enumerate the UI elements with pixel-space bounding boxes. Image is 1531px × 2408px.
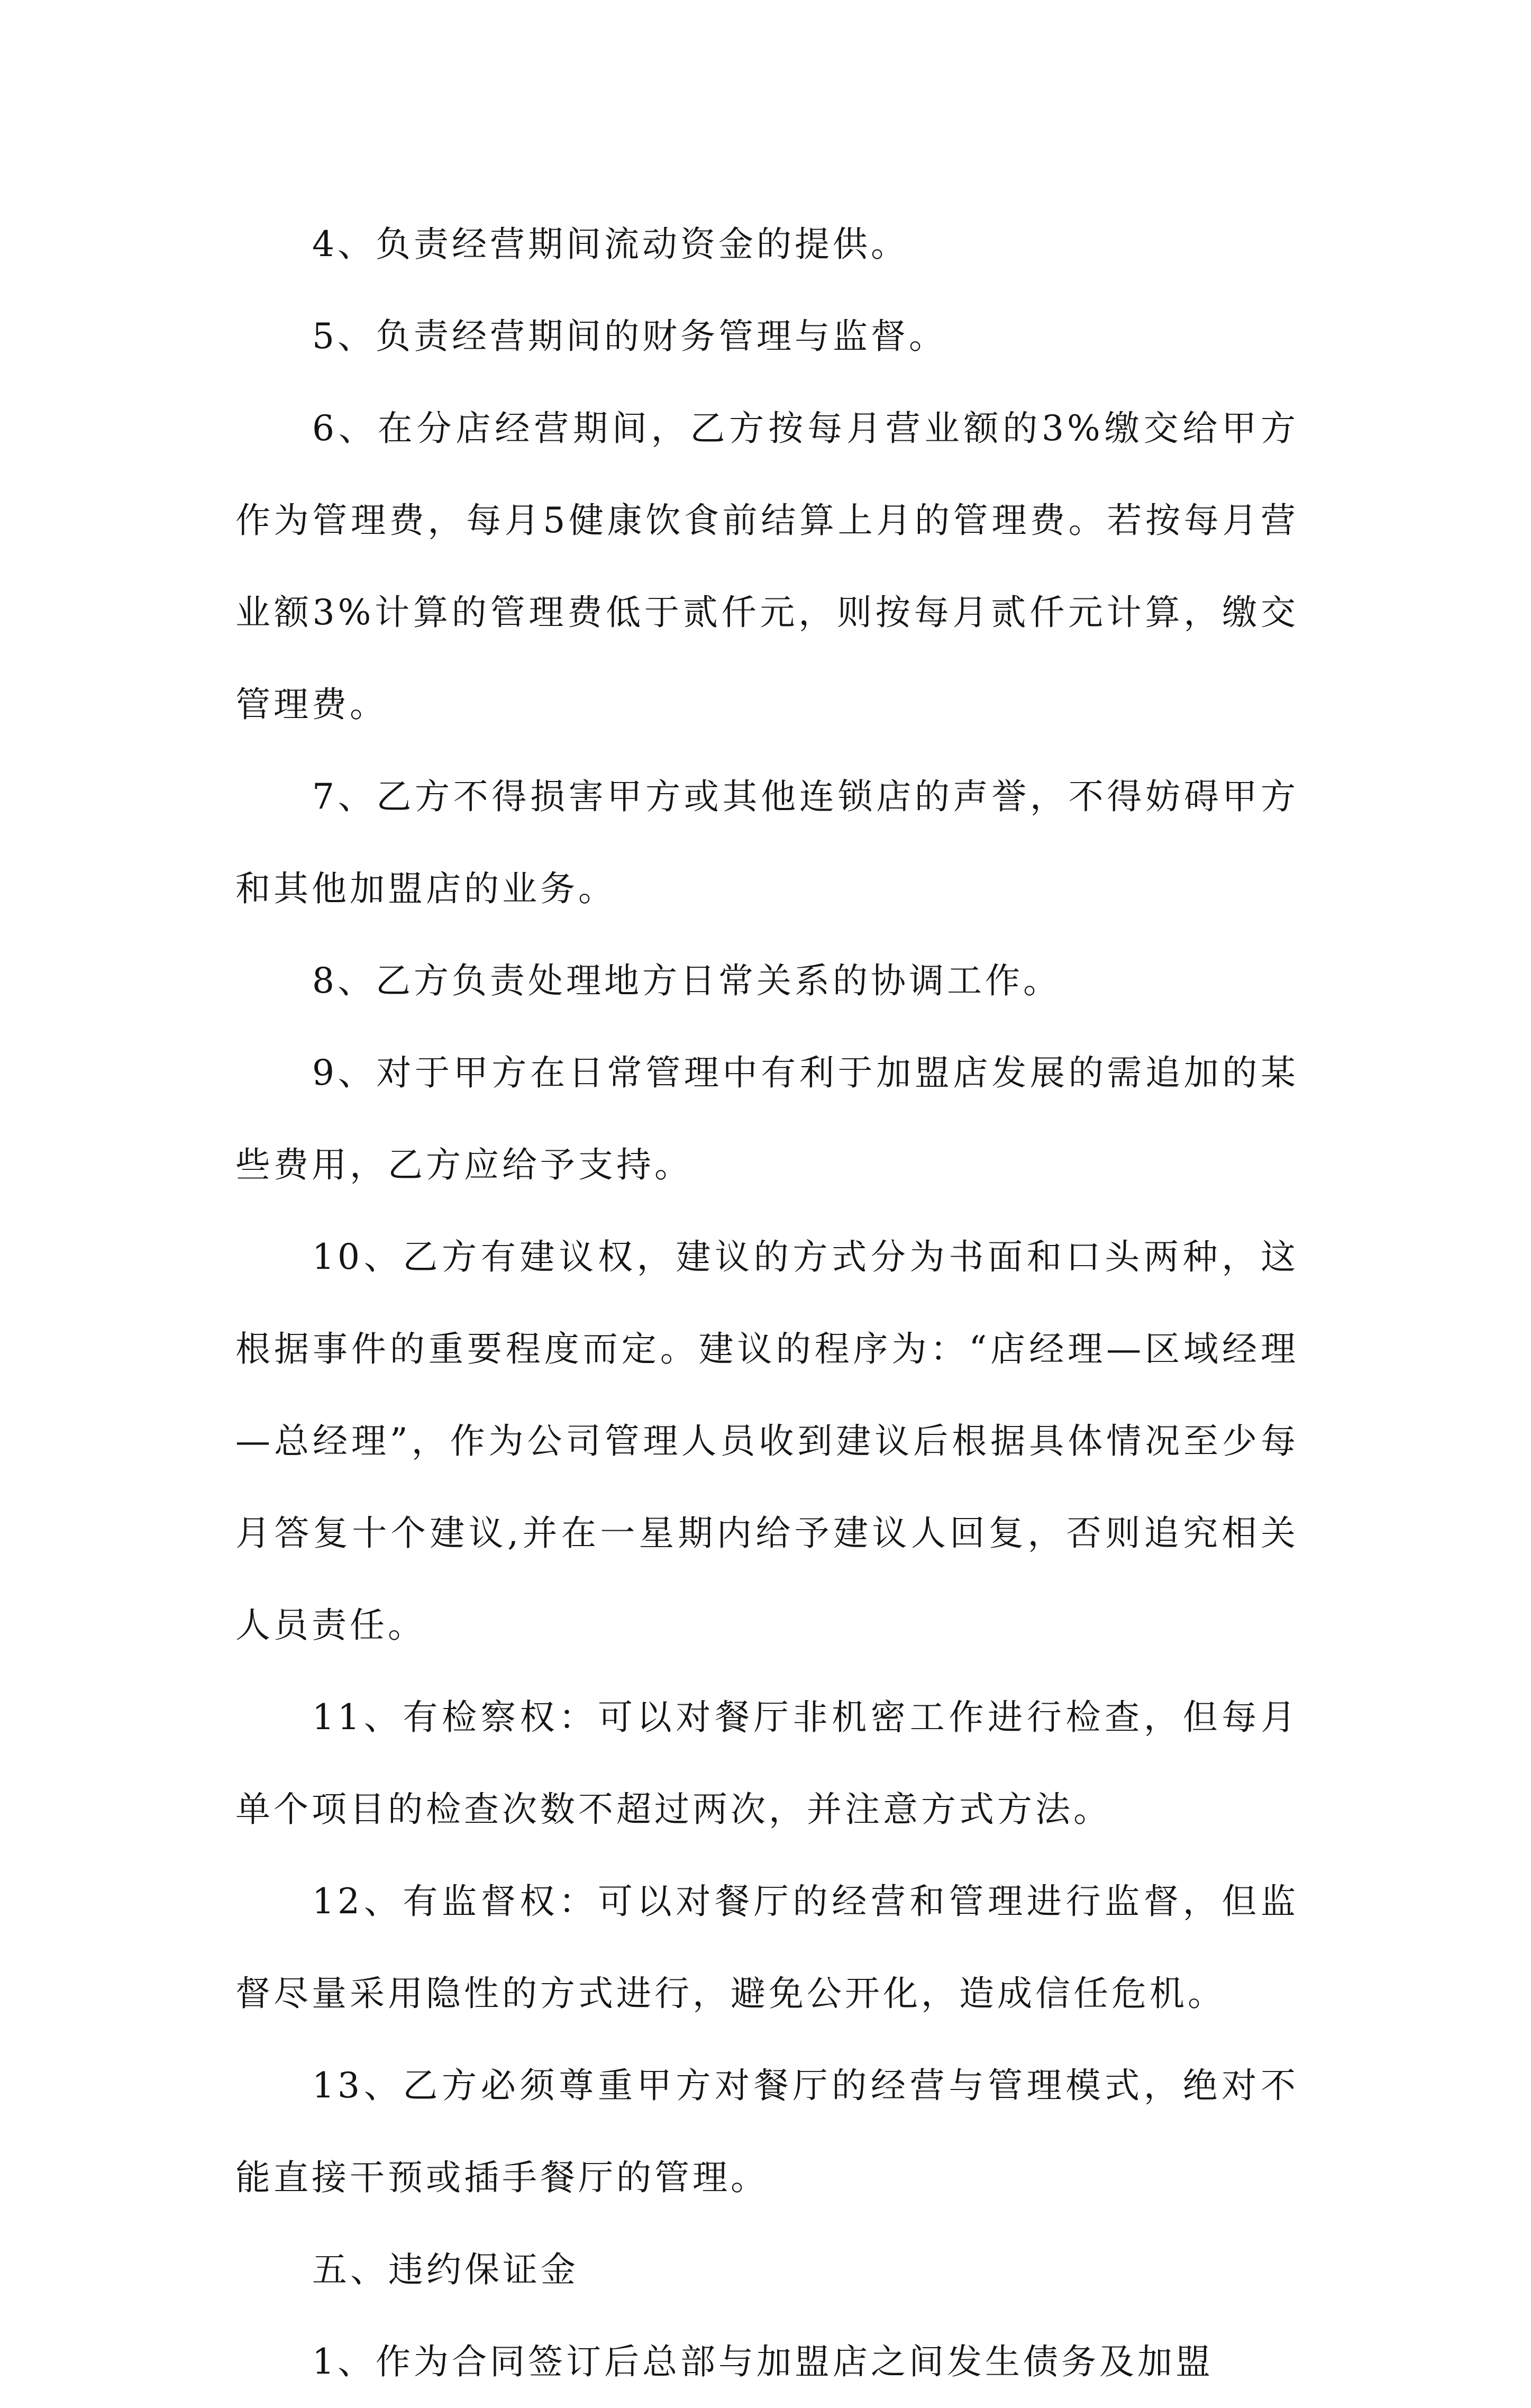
paragraph-clause-8: 8、乙方负责处理地方日常关系的协调工作。 bbox=[312, 960, 1061, 1001]
paragraph-clause-4: 4、负责经营期间流动资金的提供。 bbox=[312, 224, 909, 265]
paragraph-clause-12: 12、有监督权：可以对餐厅的经营和管理进行监督，但监督尽量采用隐性的方式进行，避免公开化，造成信任危机。 bbox=[235, 1881, 1299, 2014]
paragraph-clause-13: 13、乙方必须尊重甲方对餐厅的经营与管理模式，绝对不能直接干预或插手餐厅的管理。 bbox=[235, 2065, 1299, 2198]
section-heading-5: 五、违约保证金 bbox=[312, 2249, 579, 2290]
paragraph-clause-6: 6、在分店经营期间，乙方按每月营业额的3%缴交给甲方作为管理费，每月5健康饮食前结算上月的管理费。若按每月营业额3%计算的管理费低于贰仟元，则按每月贰仟元计算，缴交管理费。 bbox=[235, 408, 1299, 725]
paragraph-section-5-clause-1: 1、作为合同签订后总部与加盟店之间发生债务及加盟 bbox=[312, 2341, 1214, 2382]
paragraph-clause-5: 5、负责经营期间的财务管理与监督。 bbox=[312, 316, 947, 357]
paragraph-clause-9: 9、对于甲方在日常管理中有利于加盟店发展的需追加的某些费用，乙方应给予支持。 bbox=[235, 1052, 1299, 1185]
paragraph-clause-10: 10、乙方有建议权，建议的方式分为书面和口头两种，这根据事件的重要程度而定。建议的程序为：“店经理—区域经理—总经理”，作为公司管理人员收到建议后根据具体情况至少每月答复十个建议,并在一星期内给予建议人回复，否则追究相关人员责任。 bbox=[235, 1237, 1299, 1646]
paragraph-clause-7: 7、乙方不得损害甲方或其他连锁店的声誉，不得妨碍甲方和其他加盟店的业务。 bbox=[235, 776, 1299, 909]
document-body bbox=[235, 198, 1299, 2408]
paragraph-clause-11: 11、有检察权：可以对餐厅非机密工作进行检查，但每月单个项目的检查次数不超过两次，并注意方式方法。 bbox=[235, 1697, 1299, 1830]
